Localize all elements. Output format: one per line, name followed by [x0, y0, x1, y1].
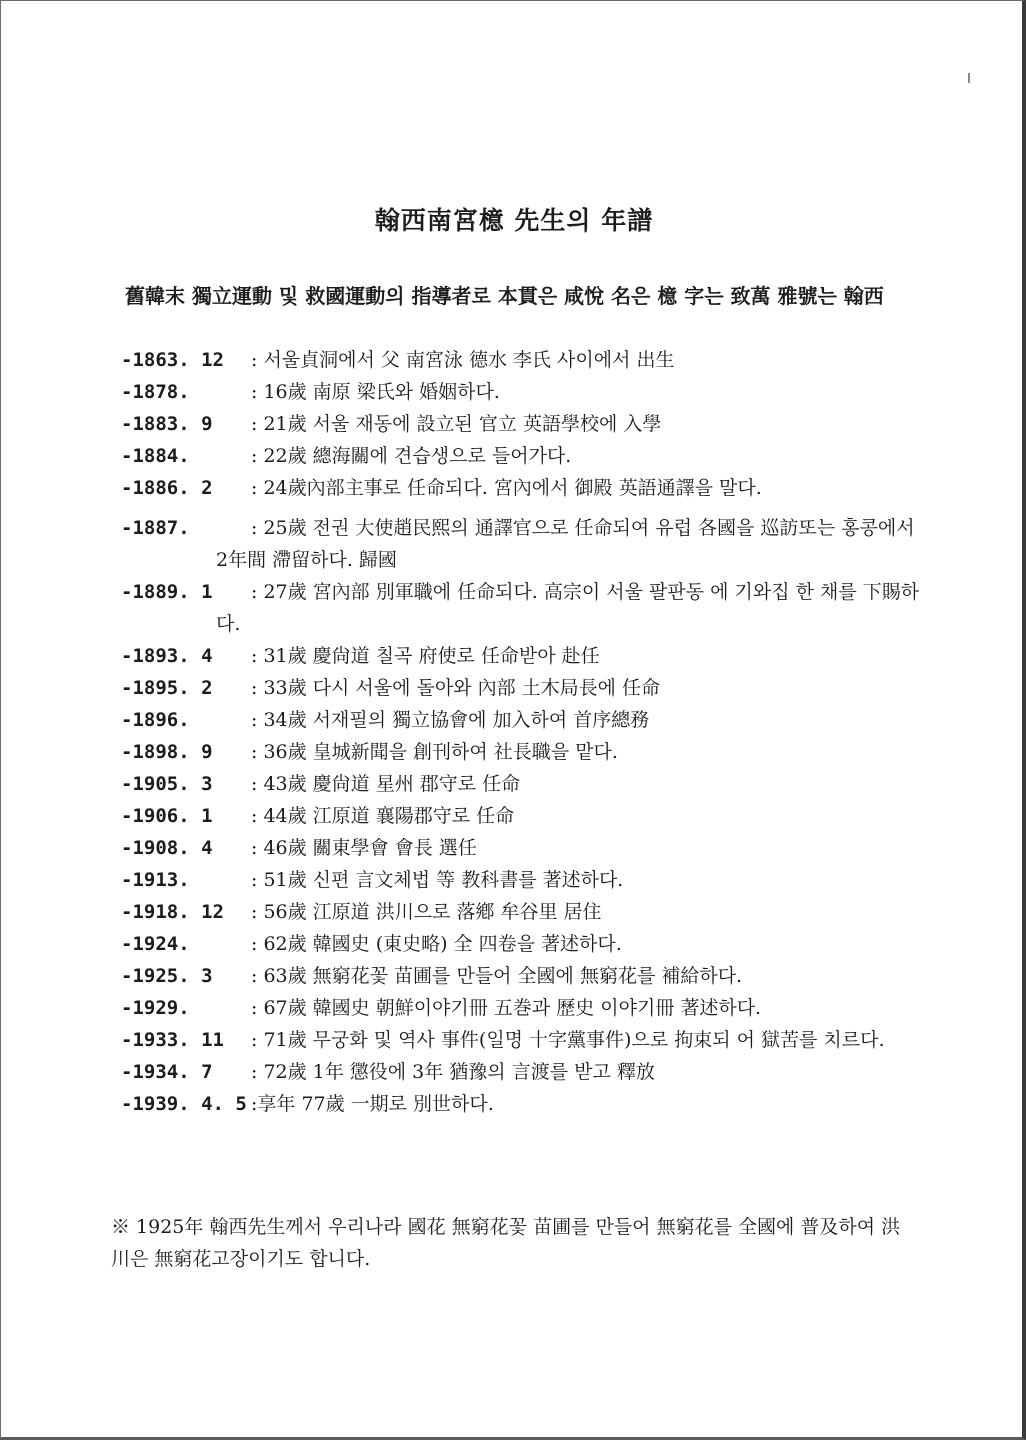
entry-date: -1913. [121, 869, 190, 891]
entry-text: : 46歲 關東學會 會長 選任 [251, 837, 477, 859]
entry-text: : 62歲 韓國史 (東史略) 全 四卷을 著述하다. [251, 933, 622, 955]
entry-text: : 71歲 무궁화 및 역사 事件(일명 十字黨事件)으로 拘束되 어 獄苦를 치르다. [251, 1029, 885, 1051]
entry-date: -1889. 1 [121, 581, 213, 603]
scan-artifact [968, 73, 970, 83]
entry-text: : 63歲 無窮花꽃 苗圃를 만들어 全國에 無窮花를 補給하다. [251, 965, 743, 987]
chronology-entry [121, 1024, 921, 1056]
entry-date: -1905. 3 [121, 773, 213, 795]
entry-date: -1863. 12 [121, 349, 224, 371]
entry-date: -1898. 9 [121, 741, 213, 763]
entry-text: : 34歲 서재필의 獨立協會에 加入하여 首序總務 [251, 709, 650, 731]
chronology-entry [121, 408, 921, 440]
entry-date: -1895. 2 [121, 677, 213, 699]
chronology-entry [121, 1056, 921, 1088]
entry-date: -1896. [121, 709, 190, 731]
intro-paragraph: 舊韓末 獨立運動 및 救國運動의 指導者로 本貫은 咸悅 名은 檍 字는 致萬 雅號는 翰西 [125, 284, 884, 308]
chronology-list [121, 344, 921, 1120]
entry-text: : 72歲 1年 懲役에 3年 猶豫의 言渡를 받고 釋放 [251, 1061, 655, 1083]
chronology-entry [121, 376, 921, 408]
entry-date: -1925. 3 [121, 965, 213, 987]
chronology-entry [121, 512, 921, 576]
entry-date: -1887. [121, 517, 190, 539]
entry-text: : 22歲 總海關에 견습생으로 들어가다. [251, 445, 572, 467]
entry-text: : 21歲 서울 재동에 設立된 官立 英語學校에 入學 [251, 413, 662, 435]
entry-text: :享年 77歲 一期로 別世하다. [251, 1093, 494, 1115]
entry-date: -1924. [121, 933, 190, 955]
chronology-entry [121, 864, 921, 896]
entry-text: : 43歲 慶尙道 星州 郡守로 任命 [251, 773, 521, 795]
entry-text: : 16歲 南原 梁氏와 婚姻하다. [251, 381, 500, 403]
chronology-entry [121, 992, 921, 1024]
entry-date: -1886. 2 [121, 477, 213, 499]
entry-text: : 서울貞洞에서 父 南宮泳 德水 李氏 사이에서 出生 [251, 349, 675, 371]
chronology-entry [121, 1088, 921, 1120]
chronology-entry [121, 672, 921, 704]
chronology-entry [121, 344, 921, 376]
chronology-entry [121, 576, 921, 640]
entry-text: : 67歲 韓國史 朝鮮이야기冊 五巻과 歷史 이야기冊 著述하다. [251, 997, 762, 1019]
chronology-entry [121, 960, 921, 992]
entry-date: -1929. [121, 997, 190, 1019]
chronology-entry [121, 800, 921, 832]
entry-date: -1884. [121, 445, 190, 467]
entry-text: : 25歲 전권 大使趙民熙의 通譯官으로 任命되여 유럽 各國을 巡訪또는 홍콩에서 2年間 滯留하다. 歸國 [216, 517, 915, 571]
entry-text: : 36歲 皇城新聞을 創刊하여 社長職을 맡다. [251, 741, 618, 763]
entry-date: -1918. 12 [121, 901, 224, 923]
entry-date: -1939. 4. 5 [121, 1093, 247, 1115]
entry-text: : 31歲 慶尙道 칠곡 府使로 任命받아 赴任 [251, 645, 600, 667]
entry-text: : 44歲 江原道 襄陽郡守로 任命 [251, 805, 515, 827]
entry-date: -1878. [121, 381, 190, 403]
entry-text: : 27歲 宮內部 別軍職에 任命되다. 高宗이 서울 팔판동 에 기와집 한 채를 下賜하다. [216, 581, 920, 635]
chronology-entry [121, 440, 921, 472]
entry-date: -1933. 11 [121, 1029, 224, 1051]
chronology-entry [121, 736, 921, 768]
chronology-entry [121, 832, 921, 864]
chronology-entry [121, 896, 921, 928]
entry-text: : 56歲 江原道 洪川으로 落鄕 牟谷里 居住 [251, 901, 602, 923]
entry-date: -1934. 7 [121, 1061, 213, 1083]
entry-text: : 33歲 다시 서울에 돌아와 內部 土木局長에 任命 [251, 677, 661, 699]
chronology-entry [121, 768, 921, 800]
document-title: 翰西南宮檍 先生의 年譜 [374, 206, 654, 235]
chronology-entry [121, 472, 921, 504]
chronology-entry [121, 704, 921, 736]
entry-date: -1883. 9 [121, 413, 213, 435]
entry-date: -1908. 4 [121, 837, 213, 859]
chronology-entry [121, 640, 921, 672]
entry-date: -1893. 4 [121, 645, 213, 667]
entry-date: -1906. 1 [121, 805, 213, 827]
entry-text: : 51歲 신편 言文체법 等 教科書를 著述하다. [251, 869, 624, 891]
chronology-entry [121, 928, 921, 960]
footnote: ※ 1925年 翰西先生께서 우리나라 國花 無窮花꽃 苗圃를 만들어 無窮花를 全國에 普及하여 洪川은 無窮花고장이기도 합니다. [111, 1216, 901, 1270]
entry-text: : 24歲內部主事로 任命되다. 宮內에서 御殿 英語通譯을 말다. [251, 477, 762, 499]
